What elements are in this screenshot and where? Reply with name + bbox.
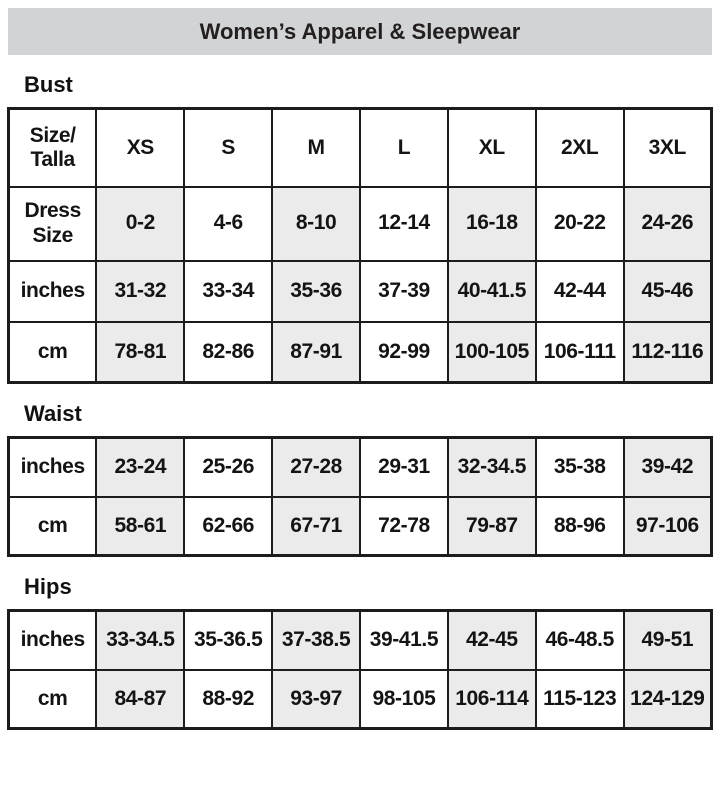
table-cell: 29-31 — [360, 438, 448, 497]
table-cell: 20-22 — [536, 187, 624, 261]
table-cell: 35-38 — [536, 438, 624, 497]
table-cell: 79-87 — [448, 497, 536, 556]
table-cell: 98-105 — [360, 670, 448, 729]
waist-cm-row — [9, 497, 712, 556]
table-cell: 46-48.5 — [536, 611, 624, 670]
waist-inches-row — [9, 438, 712, 497]
table-cell: 45-46 — [624, 261, 712, 322]
hips-table — [7, 609, 713, 730]
table-cell: 106-111 — [536, 322, 624, 383]
size-column-header-2xl: 2XL — [536, 109, 624, 187]
table-cell: 88-92 — [184, 670, 272, 729]
bust-heading: Bust — [24, 72, 73, 97]
hips-heading: Hips — [24, 574, 72, 599]
table-cell: 33-34 — [184, 261, 272, 322]
table-cell: 115-123 — [536, 670, 624, 729]
table-cell: 58-61 — [96, 497, 184, 556]
table-cell: 31-32 — [96, 261, 184, 322]
size-label-line2: Talla — [30, 147, 75, 171]
row-label: inches — [9, 261, 97, 322]
table-cell: 25-26 — [184, 438, 272, 497]
table-cell: 35-36.5 — [184, 611, 272, 670]
row-label: Dress Size — [9, 187, 97, 261]
hips-inches-row — [9, 611, 712, 670]
table-cell: 23-24 — [96, 438, 184, 497]
table-cell: 112-116 — [624, 322, 712, 383]
table-cell: 4-6 — [184, 187, 272, 261]
bust-inches-row — [9, 261, 712, 322]
table-cell: 42-45 — [448, 611, 536, 670]
table-cell: 37-39 — [360, 261, 448, 322]
hips-section — [0, 576, 720, 730]
row-label: cm — [9, 322, 97, 383]
table-cell: 87-91 — [272, 322, 360, 383]
table-cell: 124-129 — [624, 670, 712, 729]
table-cell: 39-41.5 — [360, 611, 448, 670]
size-column-header-xl: XL — [448, 109, 536, 187]
waist-table — [7, 436, 713, 557]
waist-heading: Waist — [24, 401, 82, 426]
table-cell: 16-18 — [448, 187, 536, 261]
size-header-row — [9, 109, 712, 187]
table-cell: 78-81 — [96, 322, 184, 383]
row-label: cm — [9, 497, 97, 556]
table-cell: 33-34.5 — [96, 611, 184, 670]
table-cell: 72-78 — [360, 497, 448, 556]
page-title: Women’s Apparel & Sleepwear — [199, 18, 521, 44]
size-column-header-xs: XS — [96, 109, 184, 187]
table-cell: 82-86 — [184, 322, 272, 383]
table-cell: 97-106 — [624, 497, 712, 556]
size-column-header-l: L — [360, 109, 448, 187]
table-cell: 67-71 — [272, 497, 360, 556]
table-cell: 106-114 — [448, 670, 536, 729]
table-cell: 93-97 — [272, 670, 360, 729]
table-cell: 92-99 — [360, 322, 448, 383]
bust-cm-row — [9, 322, 712, 383]
size-column-header-m: M — [272, 109, 360, 187]
table-cell: 39-42 — [624, 438, 712, 497]
table-cell: 40-41.5 — [448, 261, 536, 322]
table-cell: 32-34.5 — [448, 438, 536, 497]
table-cell: 84-87 — [96, 670, 184, 729]
table-cell: 35-36 — [272, 261, 360, 322]
size-talla-corner-header — [9, 109, 97, 187]
table-cell: 100-105 — [448, 322, 536, 383]
table-cell: 88-96 — [536, 497, 624, 556]
table-cell: 8-10 — [272, 187, 360, 261]
table-cell: 37-38.5 — [272, 611, 360, 670]
title-bar — [8, 8, 712, 55]
table-cell: 27-28 — [272, 438, 360, 497]
waist-section — [0, 403, 720, 557]
size-column-header-s: S — [184, 109, 272, 187]
table-cell: 0-2 — [96, 187, 184, 261]
size-label-line1: Size/ — [29, 123, 76, 147]
table-cell: 12-14 — [360, 187, 448, 261]
bust-table — [7, 107, 713, 384]
table-cell: 24-26 — [624, 187, 712, 261]
row-label: cm — [9, 670, 97, 729]
row-label: inches — [9, 438, 97, 497]
hips-cm-row — [9, 670, 712, 729]
bust-section — [0, 74, 720, 384]
row-label: inches — [9, 611, 97, 670]
size-column-header-3xl: 3XL — [624, 109, 712, 187]
table-cell: 62-66 — [184, 497, 272, 556]
bust-dress-size-row — [9, 187, 712, 261]
table-cell: 42-44 — [536, 261, 624, 322]
table-cell: 49-51 — [624, 611, 712, 670]
